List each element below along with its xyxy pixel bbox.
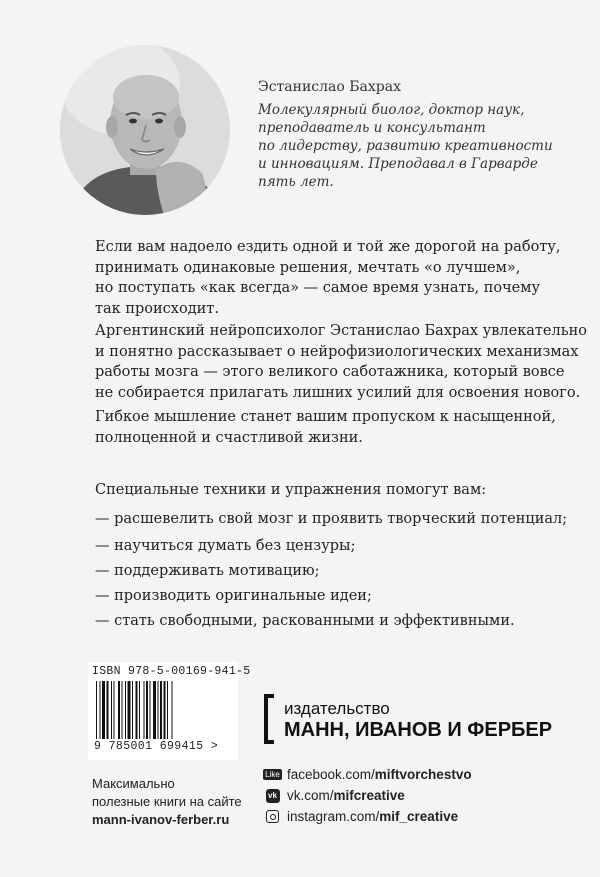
technique-item: — производить оригинальные идеи; bbox=[95, 588, 372, 604]
text-line: и понятно рассказывает о нейрофизиологических механизмах bbox=[95, 343, 579, 360]
text-line: работы мозга — этого великого саботажника, который вовсе bbox=[95, 364, 565, 380]
description-paragraph-2 bbox=[95, 321, 588, 403]
author-bio-line: по лидерству, развитию креативности bbox=[258, 138, 553, 154]
instagram-link[interactable] bbox=[264, 809, 458, 824]
publisher-name: МАНН, ИВАНОВ И ФЕРБЕР bbox=[284, 719, 553, 741]
author-bio-line: Молекулярный биолог, доктор наук, bbox=[258, 102, 525, 118]
techniques-intro: Специальные техники и упражнения помогут вам: bbox=[95, 482, 487, 498]
publisher-label: издательство bbox=[284, 699, 390, 718]
text-line: не собирается прилагать лишних усилий для освоения нового. bbox=[95, 384, 581, 401]
promo-line: Максимально bbox=[92, 776, 175, 791]
publisher-bracket-logo bbox=[264, 694, 274, 744]
facebook-prefix: facebook.com/ bbox=[287, 767, 375, 782]
technique-item: — поддерживать мотивацию; bbox=[95, 563, 320, 579]
text-line: но поступать «как всегда» — самое время узнать, почему bbox=[95, 280, 541, 296]
vk-prefix: vk.com/ bbox=[287, 788, 334, 803]
text-line: Если вам надоело ездить одной и той же дорогой на работу, bbox=[95, 239, 561, 255]
vk-icon: vk bbox=[266, 789, 280, 803]
text-line: полноценной и счастливой жизни. bbox=[95, 429, 363, 446]
barcode-digits: 9 785001 699415 > bbox=[94, 740, 219, 753]
vk-handle: mifcreative bbox=[333, 788, 405, 803]
author-bio bbox=[258, 101, 558, 191]
like-icon: Like bbox=[265, 770, 280, 779]
instagram-icon bbox=[266, 810, 279, 823]
description-paragraph-1 bbox=[95, 237, 565, 319]
description-paragraph-3 bbox=[95, 407, 565, 448]
technique-item: — научиться думать без цензуры; bbox=[95, 538, 356, 554]
vk-link[interactable] bbox=[264, 788, 405, 803]
facebook-handle: miftvorchestvo bbox=[374, 767, 472, 782]
author-bio-line: пять лет. bbox=[258, 174, 334, 190]
text-line: принимать одинаковые решения, мечтать «о лучшем», bbox=[95, 259, 521, 276]
author-bio-line: и инновациям. Преподавал в Гарварде bbox=[258, 156, 538, 172]
text-line: Гибкое мышление станет вашим пропуском к насыщенной, bbox=[95, 409, 556, 425]
text-line: Аргентинский нейропсихолог Эстанислао Бахрах увлекательно bbox=[95, 323, 588, 339]
promo-line: полезные книги на сайте bbox=[92, 794, 242, 809]
instagram-prefix: instagram.com/ bbox=[287, 809, 380, 824]
text-line: так происходит. bbox=[95, 300, 219, 317]
promo-text bbox=[92, 775, 252, 829]
promo-site-link[interactable]: mann-ivanov-ferber.ru bbox=[92, 812, 230, 827]
technique-item: — расшевелить свой мозг и проявить творческий потенциал; bbox=[95, 511, 568, 527]
facebook-link[interactable] bbox=[264, 767, 472, 782]
author-portrait bbox=[60, 45, 230, 215]
isbn-label: ISBN 978-5-00169-941-5 bbox=[92, 665, 251, 678]
author-bio-line: преподаватель и консультант bbox=[258, 120, 486, 136]
instagram-handle: mif_creative bbox=[379, 809, 459, 824]
technique-item: — стать свободными, раскованными и эффективными. bbox=[95, 613, 515, 629]
barcode bbox=[96, 681, 234, 741]
author-name: Эстанислао Бахрах bbox=[258, 79, 402, 95]
